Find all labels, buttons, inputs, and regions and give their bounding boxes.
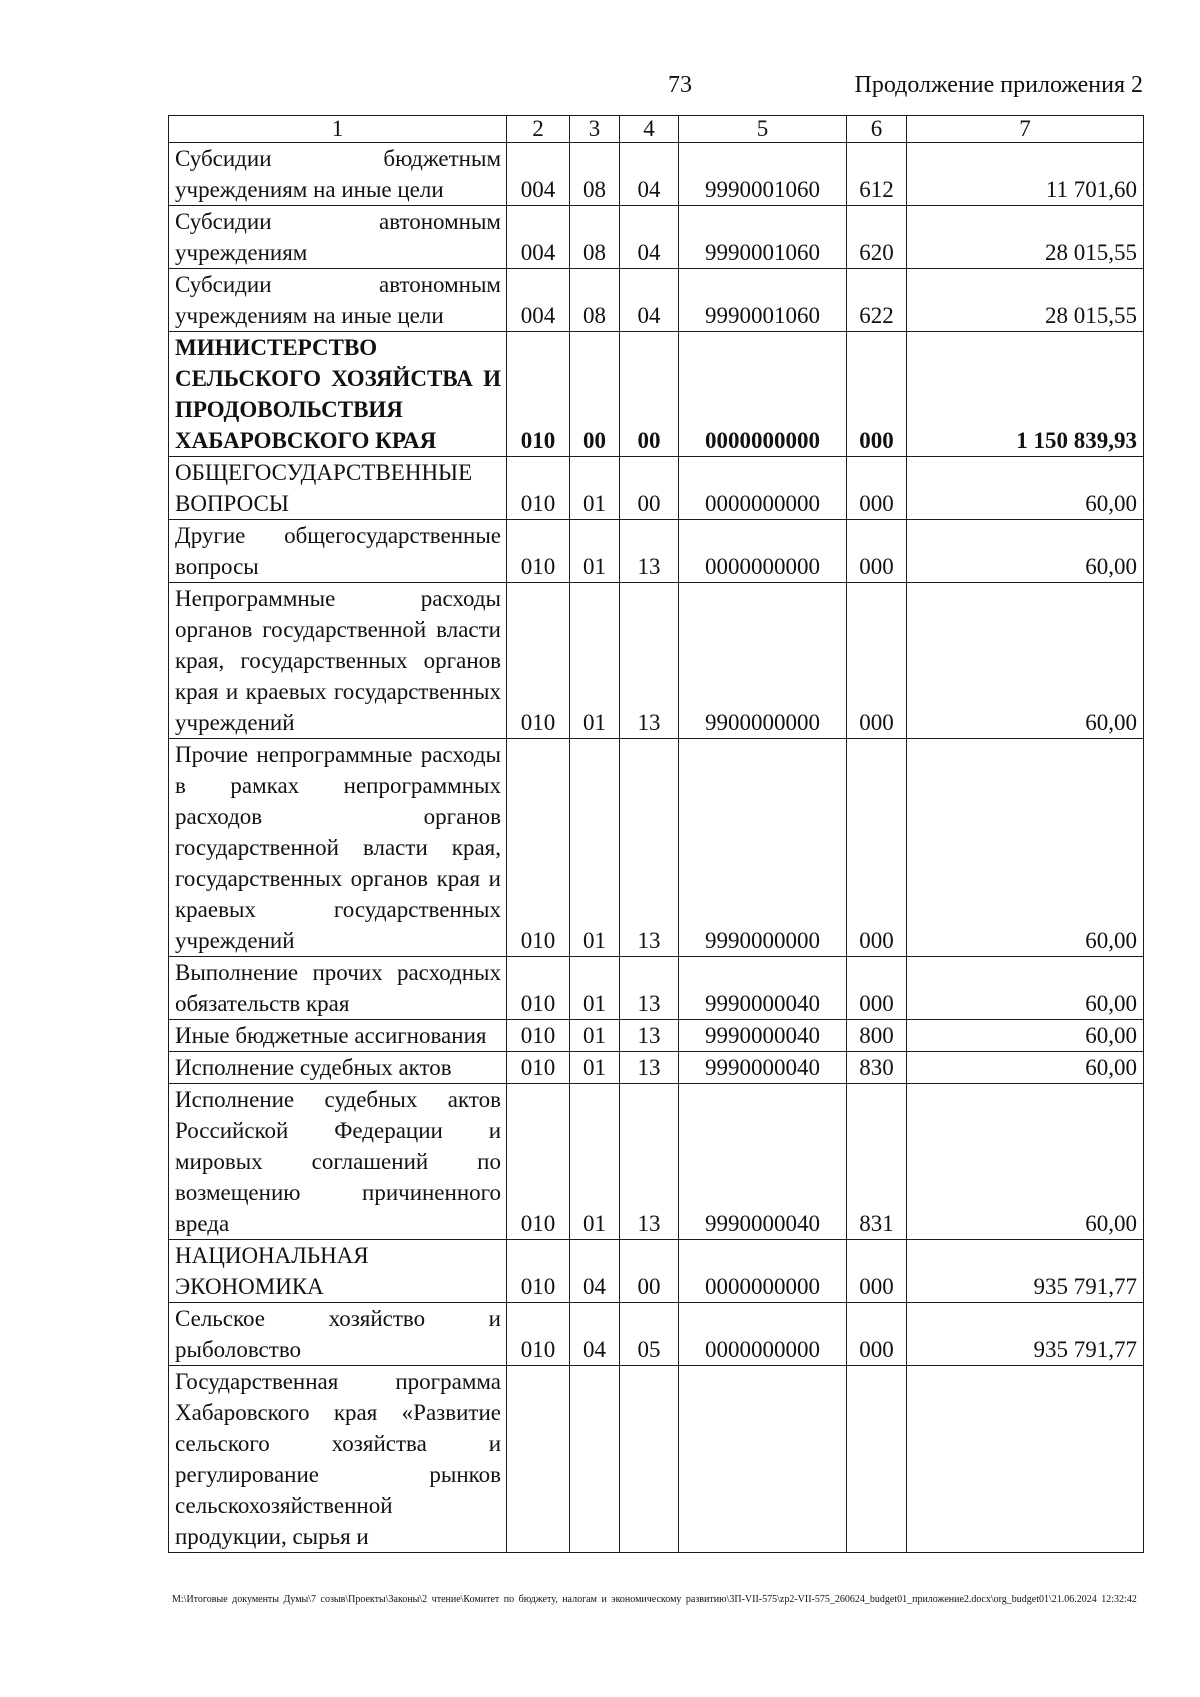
row-amount-cell: 935 791,77 — [907, 1303, 1144, 1366]
row-code-4-cell: 13 — [620, 1084, 679, 1240]
column-header: 1 — [169, 116, 507, 143]
row-code-2-cell: 010 — [507, 520, 570, 583]
row-code-5-cell: 9990000040 — [679, 1084, 847, 1240]
row-code-3-cell: 01 — [570, 457, 620, 520]
row-code-6-cell: 830 — [847, 1052, 907, 1084]
row-amount-cell: 11 701,60 — [907, 143, 1144, 206]
row-code-4-cell: 00 — [620, 332, 679, 457]
table-row — [169, 143, 1144, 206]
row-code-5-cell: 9990000040 — [679, 957, 847, 1020]
row-name-cell: Другие общегосударственные вопросы — [169, 520, 507, 583]
row-code-5-cell: 0000000000 — [679, 520, 847, 583]
row-code-2-cell: 010 — [507, 957, 570, 1020]
row-amount-cell: 1 150 839,93 — [907, 332, 1144, 457]
row-name-cell: НАЦИОНАЛЬНАЯ ЭКОНОМИКА — [169, 1240, 507, 1303]
row-code-2-cell: 010 — [507, 1052, 570, 1084]
row-name-cell: МИНИСТЕРСТВО СЕЛЬСКОГО ХОЗЯЙСТВА И ПРОДОВОЛЬСТВИЯ ХАБАРОВСКОГО КРАЯ — [169, 332, 507, 457]
row-code-2-cell: 010 — [507, 1303, 570, 1366]
row-code-5-cell: 9990000040 — [679, 1020, 847, 1052]
row-code-4-cell: 13 — [620, 1052, 679, 1084]
row-code-5-cell: 9990000040 — [679, 1052, 847, 1084]
table-row — [169, 1084, 1144, 1240]
row-name-cell: Иные бюджетные ассигнования — [169, 1020, 507, 1052]
row-code-6-cell: 000 — [847, 457, 907, 520]
row-name-cell: Исполнение судебных актов — [169, 1052, 507, 1084]
column-header: 2 — [507, 116, 570, 143]
table-header-row — [169, 116, 1144, 143]
row-code-5-cell: 0000000000 — [679, 457, 847, 520]
row-code-4-cell: 00 — [620, 457, 679, 520]
row-amount-cell: 60,00 — [907, 583, 1144, 739]
row-code-6-cell: 000 — [847, 1303, 907, 1366]
row-code-5-cell: 9990000000 — [679, 739, 847, 957]
row-code-6-cell: 831 — [847, 1084, 907, 1240]
row-code-3-cell: 04 — [570, 1303, 620, 1366]
row-name-cell: Выполнение прочих расходных обязательств края — [169, 957, 507, 1020]
row-code-4-cell: 00 — [620, 1240, 679, 1303]
row-amount-cell: 60,00 — [907, 457, 1144, 520]
row-code-4-cell: 13 — [620, 739, 679, 957]
table-row — [169, 520, 1144, 583]
table-row — [169, 332, 1144, 457]
row-code-3-cell — [570, 1366, 620, 1553]
row-amount-cell: 60,00 — [907, 739, 1144, 957]
row-code-4-cell: 04 — [620, 269, 679, 332]
table-row — [169, 1303, 1144, 1366]
row-code-2-cell: 010 — [507, 1240, 570, 1303]
row-code-5-cell — [679, 1366, 847, 1553]
row-code-3-cell: 01 — [570, 583, 620, 739]
row-code-4-cell: 05 — [620, 1303, 679, 1366]
row-code-3-cell: 01 — [570, 739, 620, 957]
row-code-3-cell: 01 — [570, 1052, 620, 1084]
row-amount-cell — [907, 1366, 1144, 1553]
row-code-3-cell: 01 — [570, 1084, 620, 1240]
row-name-cell: Непрограммные расходы органов государственной власти края, государственных органов края и краевых государственных учреждений — [169, 583, 507, 739]
continuation-caption: Продолжение приложения 2 — [854, 72, 1143, 98]
row-name-cell: Субсидии бюджетным учреждениям на иные цели — [169, 143, 507, 206]
document-path-footer: M:\Итоговые документы Думы\7 созыв\Проекты\Законы\2 чтение\Комитет по бюджету, налогам и экономическому развитию\3П-VII-575\zp2-VII-575_260624_budget01_приложение2.docx\org_budget01\21.06.2024 12:32:42 — [172, 1594, 1137, 1605]
row-code-3-cell: 01 — [570, 1020, 620, 1052]
column-header: 6 — [847, 116, 907, 143]
row-code-2-cell: 004 — [507, 269, 570, 332]
row-code-5-cell: 0000000000 — [679, 332, 847, 457]
table-row — [169, 583, 1144, 739]
row-code-6-cell: 000 — [847, 957, 907, 1020]
table-body — [169, 143, 1144, 1553]
table-row — [169, 1366, 1144, 1553]
row-code-2-cell: 010 — [507, 1084, 570, 1240]
row-name-cell: Исполнение судебных актов Российской Федерации и мировых соглашений по возмещению причиненного вреда — [169, 1084, 507, 1240]
column-header: 3 — [570, 116, 620, 143]
row-code-4-cell: 13 — [620, 520, 679, 583]
row-code-2-cell: 010 — [507, 457, 570, 520]
row-code-6-cell: 622 — [847, 269, 907, 332]
row-name-cell: Государственная программа Хабаровского края «Развитие сельского хозяйства и регулирование рынков сельскохозяйственной продукции, сырья и — [169, 1366, 507, 1553]
row-code-6-cell: 000 — [847, 520, 907, 583]
row-code-5-cell: 0000000000 — [679, 1240, 847, 1303]
row-code-6-cell: 000 — [847, 1240, 907, 1303]
row-code-5-cell: 9900000000 — [679, 583, 847, 739]
row-code-6-cell: 800 — [847, 1020, 907, 1052]
row-code-3-cell: 04 — [570, 1240, 620, 1303]
row-code-3-cell: 08 — [570, 269, 620, 332]
table-row — [169, 457, 1144, 520]
row-amount-cell: 28 015,55 — [907, 206, 1144, 269]
row-code-6-cell — [847, 1366, 907, 1553]
row-name-cell: Прочие непрограммные расходы в рамках непрограммных расходов органов государственной власти края, государственных органов края и краевых государственных учреждений — [169, 739, 507, 957]
row-amount-cell: 935 791,77 — [907, 1240, 1144, 1303]
row-code-6-cell: 620 — [847, 206, 907, 269]
row-code-3-cell: 00 — [570, 332, 620, 457]
row-code-2-cell: 004 — [507, 143, 570, 206]
table-row — [169, 269, 1144, 332]
row-amount-cell: 60,00 — [907, 1084, 1144, 1240]
budget-table — [168, 115, 1144, 1553]
row-code-4-cell: 13 — [620, 957, 679, 1020]
table-row — [169, 1020, 1144, 1052]
row-amount-cell: 28 015,55 — [907, 269, 1144, 332]
row-code-5-cell: 9990001060 — [679, 269, 847, 332]
row-code-3-cell: 08 — [570, 143, 620, 206]
row-code-4-cell: 13 — [620, 1020, 679, 1052]
row-code-4-cell: 04 — [620, 206, 679, 269]
row-code-2-cell: 004 — [507, 206, 570, 269]
row-code-2-cell — [507, 1366, 570, 1553]
row-code-5-cell: 0000000000 — [679, 1303, 847, 1366]
column-header: 4 — [620, 116, 679, 143]
row-code-4-cell: 13 — [620, 583, 679, 739]
row-amount-cell: 60,00 — [907, 957, 1144, 1020]
row-code-2-cell: 010 — [507, 739, 570, 957]
row-code-3-cell: 01 — [570, 520, 620, 583]
table-row — [169, 1240, 1144, 1303]
table-row — [169, 957, 1144, 1020]
table-row — [169, 739, 1144, 957]
row-code-3-cell: 01 — [570, 957, 620, 1020]
table-row — [169, 206, 1144, 269]
row-amount-cell: 60,00 — [907, 520, 1144, 583]
row-name-cell: Субсидии автономным учреждениям — [169, 206, 507, 269]
table-row — [169, 1052, 1144, 1084]
row-code-3-cell: 08 — [570, 206, 620, 269]
row-name-cell: Субсидии автономным учреждениям на иные цели — [169, 269, 507, 332]
page-number: 73 — [668, 72, 692, 98]
row-code-2-cell: 010 — [507, 583, 570, 739]
row-code-6-cell: 612 — [847, 143, 907, 206]
row-code-2-cell: 010 — [507, 332, 570, 457]
row-name-cell: Сельское хозяйство и рыболовство — [169, 1303, 507, 1366]
row-code-6-cell: 000 — [847, 739, 907, 957]
row-code-5-cell: 9990001060 — [679, 206, 847, 269]
row-code-5-cell: 9990001060 — [679, 143, 847, 206]
row-amount-cell: 60,00 — [907, 1052, 1144, 1084]
row-code-6-cell: 000 — [847, 583, 907, 739]
row-code-2-cell: 010 — [507, 1020, 570, 1052]
row-code-6-cell: 000 — [847, 332, 907, 457]
row-amount-cell: 60,00 — [907, 1020, 1144, 1052]
row-code-4-cell — [620, 1366, 679, 1553]
column-header: 7 — [907, 116, 1144, 143]
row-name-cell: ОБЩЕГОСУДАРСТВЕННЫЕ ВОПРОСЫ — [169, 457, 507, 520]
column-header: 5 — [679, 116, 847, 143]
row-code-4-cell: 04 — [620, 143, 679, 206]
